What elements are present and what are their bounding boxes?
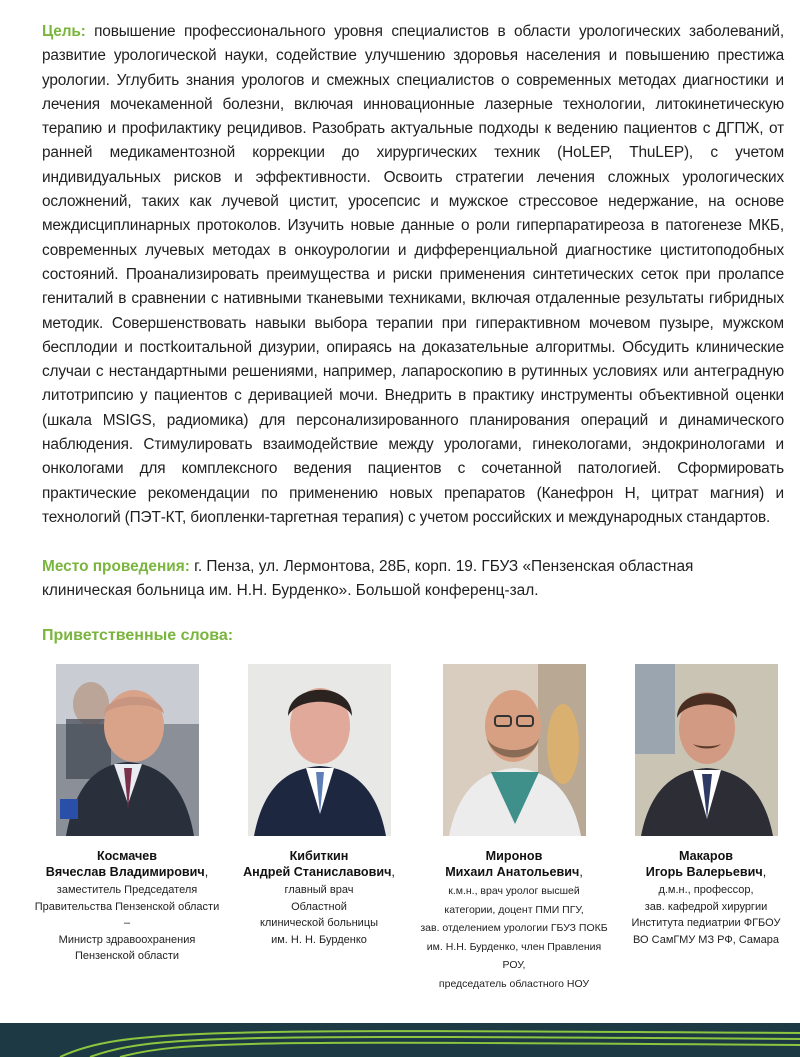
desc-line: главный врач (284, 884, 354, 896)
speaker-description (224, 882, 414, 948)
speakers-row (0, 664, 800, 990)
speaker-name: Космачев Вячеслав Владимирович, (32, 848, 222, 880)
speaker-surname: Миронов (485, 849, 543, 863)
speaker-given-name: Андрей Станиславович (243, 865, 392, 879)
speaker-given-name: Вячеслав Владимирович (45, 865, 205, 879)
desc-line: зав. отделением урологии ГБУЗ ПОКБ (420, 922, 608, 934)
speaker-given-name: Михаил Анатольевич (445, 865, 580, 879)
speaker-photo (56, 664, 199, 836)
desc-line: ВО СамГМУ МЗ РФ, Самара (633, 933, 779, 946)
desc-line: им. Н.Н. Бурденко, член Правления РОУ, (426, 940, 602, 971)
desc-line: Пензенской области (74, 950, 180, 962)
desc-line: председатель областного НОУ (438, 977, 590, 990)
desc-line: д.м.н., профессор, (658, 884, 754, 896)
venue-text: г. Пенза, ул. Лермонтова, 28Б, корп. 19. ГБУЗ «Пензенская областная клиническая больница им. Н.Н. Бурденко». Большой конференц-зал. (42, 558, 694, 600)
speaker-card (611, 664, 800, 948)
speaker-given-name: Игорь Валерьевич (645, 865, 763, 879)
desc-line: Областной (291, 900, 347, 913)
desc-line: к.м.н., врач уролог высшей (448, 885, 580, 897)
desc-line: заместитель Председателя (56, 884, 198, 896)
speaker-photo (248, 664, 391, 836)
speaker-surname: Макаров (678, 849, 734, 863)
desc-line: им. Н. Н. Бурденко (271, 933, 367, 946)
desc-line: Института педиатрии ФГБОУ (631, 917, 781, 929)
speaker-surname: Космачев (96, 849, 158, 863)
welcome-title: Приветственные слова: (42, 627, 234, 644)
goal-paragraph (42, 20, 784, 530)
speaker-description (32, 882, 222, 965)
speaker-description (419, 882, 609, 993)
speaker-name: Макаров Игорь Валерьевич, (611, 848, 800, 880)
speaker-surname: Кибиткин (289, 849, 349, 863)
desc-line: Министр здравоохранения (58, 933, 196, 946)
desc-line: зав. кафедрой хирургии (644, 900, 768, 913)
venue-paragraph (42, 555, 784, 604)
speaker-card (224, 664, 414, 948)
portrait-image (635, 664, 778, 836)
speaker-name: Кибиткин Андрей Станиславович, (224, 848, 414, 880)
footer-band (0, 1023, 800, 1057)
speaker-photo (443, 664, 586, 836)
speaker-photo (635, 664, 778, 836)
speaker-card (32, 664, 222, 965)
goal-label: Цель: (42, 23, 86, 40)
goal-text: повышение профессионального уровня специалистов в области урологических заболеваний, развитие урологической науки, содействие улучшению здоровья населения и повышению престижа урологии. Углубить знания урологов и смежных специалистов о современных методах диагностики и лечения мочекаменной болезни, включая инновационные лазерные технологии, литокинетическую терапию и профилактику рецидивов. Разобрать актуальные подходы к ведению пациентов с ДГПЖ, от ранней медикаментозной коррекции до хирургических техник (HoLEP, ThuLEP), с учетом индивидуальных рисков и эффективности. Освоить стратегии лечения сложных урологических осложнений, таких как лучевой цистит, уросепсис и мужское стрессовое недержание, на основе междисциплинарных протоколов. Изучить новые данные о роли гиперпаратиреоза в патогенезе МКБ, современных лучевых методах в онкоурологии и дифференциальной диагностике циститоподобных состояний. Проанализировать преимущества и риски применения синтетических сеток при пролапсе гениталий в сравнении с нативными тканевыми техниками, включая отдаленные результаты гибридных методик. Совершенствовать навыки выбора терапии при гиперактивном мочевом пузыре, мужском бесплодии и постkoитальной дизурии, опираясь на доказательные алгоритмы. Обсудить клинические случаи с нестандартными решениями, например, лапароскопию в рутинных условиях или антеградную литотрипсию у пациентов с деривацией мочи. Внедрить в практику инструменты объективной оценки (шкала MSIGS, радиомика) для персонализированного планирования операций и динамического наблюдения. Стимулировать взаимодействие между урологами, гинекологами, эндокринологами и онкологами для комплексного ведения пациентов с сочетанной патологией. Сформировать практические рекомендации по применению новых препаратов (Канефрон Н, цитрат магния) и технологий (ПЭТ-КТ, биопленки-таргетная терапия) с учетом российских и международных стандартов. (42, 23, 784, 526)
speaker-name: Миронов Михаил Анатольевич, (419, 848, 609, 880)
desc-line: категории, доцент ПМИ ПГУ, (444, 903, 584, 916)
speaker-description (611, 882, 800, 948)
portrait-image (248, 664, 391, 836)
speaker-card (419, 664, 609, 993)
portrait-image (56, 664, 199, 836)
desc-line: клинической больницы (259, 917, 379, 929)
portrait-image (443, 664, 586, 836)
desc-line: Правительства Пензенской области – (34, 900, 220, 929)
venue-label: Место проведения: (42, 558, 190, 575)
footer-wave-decoration (0, 1023, 800, 1057)
